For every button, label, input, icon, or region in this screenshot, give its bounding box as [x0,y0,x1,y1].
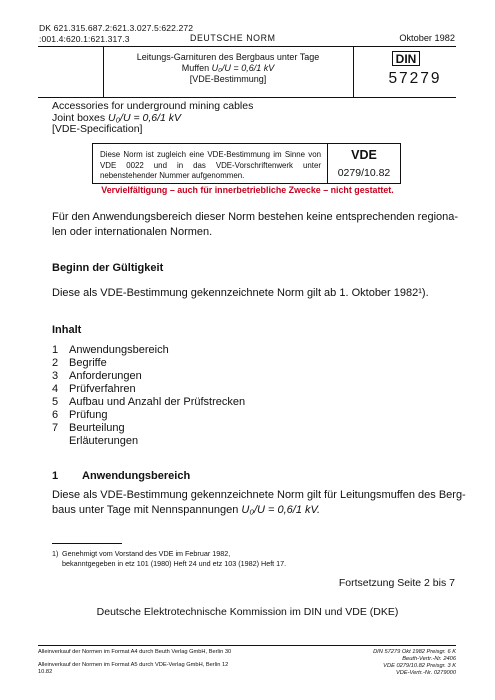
section-1-line-2 [52,503,466,518]
issue-date: Oktober 1982 [399,33,455,43]
toc-label: Prüfung [69,409,108,421]
title-line-2-text: Muffen [181,63,212,73]
intro-line-2: len oder internationalen Normen. [52,226,213,238]
footnote-line-2: bekanntgegeben in etz 101 (1980) Heft 24 und etz 103 (1982) Heft 17. [62,558,287,568]
toc-number: 2 [52,357,59,369]
footer-right-line-2: Beuth-Vertr.-Nr. 2406 [402,655,456,662]
toc-number: 1 [52,344,59,356]
footnote-rule [52,543,122,544]
header-divider-right [353,47,354,97]
toc-number: 4 [52,383,59,395]
section-1-text [52,488,466,518]
footer-left-line-1: Alleinverkauf der Normen im Format A4 durch Beuth Verlag GmbH, Berlin 30 [38,649,232,655]
section-1-title: Anwendungsbereich [82,470,191,482]
vde-notice-text: Diese Norm ist zugleich eine VDE-Bestimmung im Sinne von VDE 0022 und in das VDE-Vorschriftenwerk unter nebenstehender Nummer aufgenommen. [100,150,321,181]
intro-line-1: Für den Anwendungsbereich dieser Norm bestehen keine entsprechenden regiona- [52,211,459,223]
footer-right-line-1: DIN 57279 Okt 1982 Preisgr. 6 K [373,649,456,655]
toc-label: Anwendungsbereich [69,344,169,356]
title-line-1: Leitungs-Garnituren des Bergbaus unter Tage [136,52,320,62]
section-1-voltage-formula: U₀/U = 0,6/1 kV. [241,504,321,516]
validity-text: Diese als VDE-Bestimmung gekennzeichnete Norm gilt ab 1. Oktober 1982¹). [52,287,429,299]
din-logo [392,51,420,66]
title-line-2 [103,63,353,74]
publisher-line: Deutsche Elektrotechnische Kommission im DIN und VDE (DKE) [96,606,399,618]
contents-heading: Inhalt [52,324,82,336]
footer-right-line-3: VDE 0279/10.82 Preisgr. 3 K [383,662,456,669]
toc-item [52,370,142,383]
english-title-line-2-text: Joint boxes [52,111,109,124]
continuation-note: Fortsetzung Seite 2 bis 7 [338,577,455,589]
toc-item [52,396,245,409]
toc-number: 3 [52,370,59,382]
footnote [52,549,286,568]
validity-heading: Beginn der Gültigkeit [52,262,164,274]
section-1-number: 1 [52,470,59,482]
footer-rule [38,645,456,646]
section-1-line-2-text: baus unter Tage mit Nennspannungen [52,504,242,516]
din-number: 57279 [388,70,442,87]
copy-warning: Vervielfältigung – auch für innerbetriebliche Zwecke – nicht gestattet. [101,185,394,195]
toc-label: Anforderungen [69,370,142,382]
vde-label: VDE [351,148,377,162]
toc-item [52,383,136,396]
title-header [38,46,456,98]
footnote-line-1 [52,549,286,559]
toc-label: Prüfverfahren [69,383,136,395]
toc-label: Beurteilung [69,422,125,434]
toc-number: 7 [52,422,59,434]
footer-left-line-3: 10.82 [38,668,53,675]
title-voltage-formula: U₀/U = 0,6/1 kV [211,63,275,73]
toc-label: Aufbau und Anzahl der Prüfstrecken [69,396,246,408]
dk-line-1: DK 621.315.687.2:621.3.027.5:622.272 [39,23,194,33]
toc-item [52,344,169,357]
section-1-heading [52,470,190,482]
vde-notice-box [92,143,401,184]
toc-item [52,422,125,435]
toc-item [52,409,108,422]
toc-item [52,357,107,370]
toc-item [52,435,138,448]
english-voltage-formula: U₀/U = 0,6/1 kV [108,111,182,124]
dk-classification [39,23,193,44]
title-line-3: [VDE-Bestimmung] [189,74,267,84]
footer-left [38,649,231,676]
footer-right-line-4: VDE-Vertr.-Nr. 0279000 [395,669,456,676]
toc-label: Erläuterungen [69,435,139,447]
german-title [103,52,353,85]
footer-right [373,649,456,677]
toc-number: 5 [52,396,59,408]
vde-number: 0279/10.82 [337,167,391,179]
footer-left-line-2: Alleinverkauf der Normen im Format A5 durch VDE-Verlag GmbH, Berlin 12 [38,661,229,668]
toc-label: Begriffe [69,357,107,369]
intro-paragraph [52,210,458,240]
norm-label: DEUTSCHE NORM [190,33,276,43]
footnote-text-1: Genehmigt vom Vorstand des VDE im Februar 1982, [62,549,231,558]
english-title [52,101,253,136]
toc-number: 6 [52,409,59,421]
english-title-line-1: Accessories for underground mining cables [52,100,254,112]
dk-line-2: :001.4:620.1:621.317.3 [39,33,130,44]
svg-text:DIN: DIN [395,52,417,66]
footnote-marker: 1) [52,549,59,558]
section-1-line-1: Diese als VDE-Bestimmung gekennzeichnete Norm gilt für Leitungsmuffen des Berg- [52,489,466,501]
english-title-line-3: [VDE-Specification] [52,123,143,135]
